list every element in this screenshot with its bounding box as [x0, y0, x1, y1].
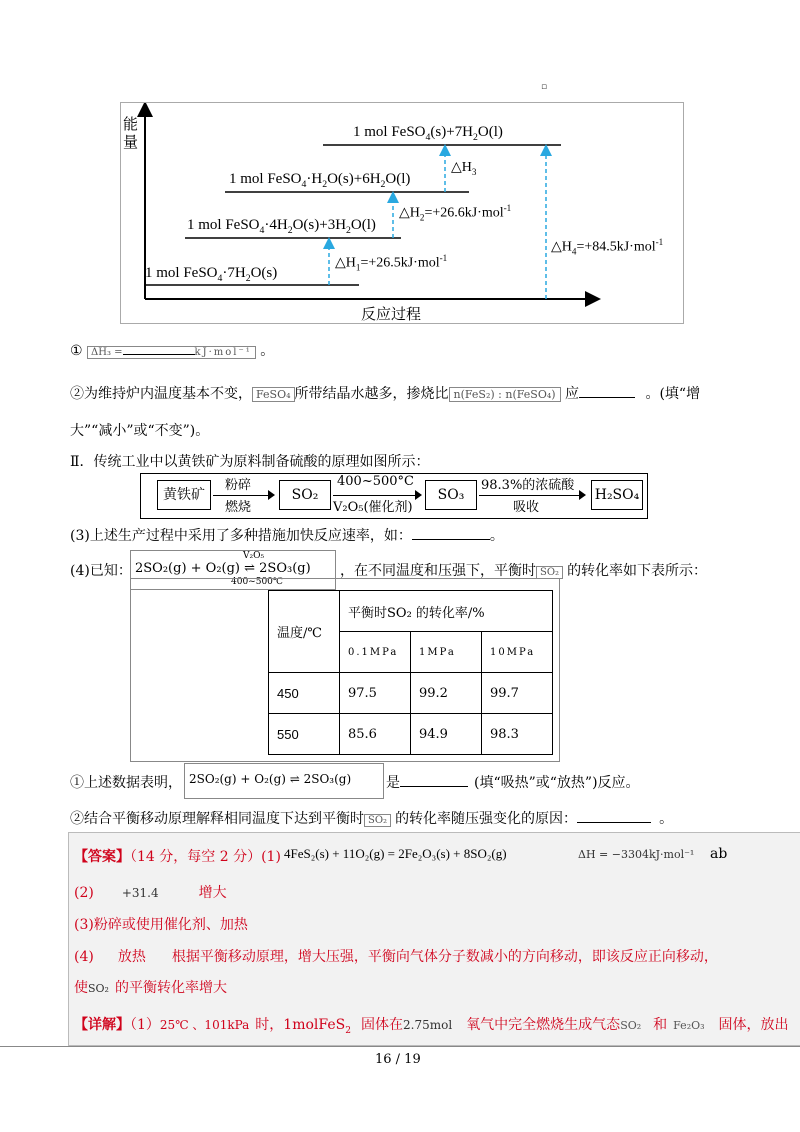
flow-a3-top: 98.3%的浓硫酸 — [481, 478, 575, 493]
flow-a1-bottom: 燃烧 — [225, 500, 252, 515]
header-temp: 温度/℃ — [269, 591, 340, 673]
header-conversion: 平衡时SO₂ 的转化率/% — [340, 591, 553, 632]
conversion-table — [268, 590, 553, 755]
level-2-label: 1 mol $FeSO_4\cdot 4H_2O(s)+3H_2O(l)$ — [187, 217, 376, 236]
answer-line-1: 【答案】（14 分，每空 2 分）(1) — [74, 849, 281, 865]
answer-blank[interactable] — [412, 539, 490, 540]
cell-temp: 550 — [269, 714, 340, 755]
cell-value: 85.6 — [340, 714, 411, 755]
header-pressure: 10MPa — [482, 632, 553, 673]
cell-value: 99.7 — [482, 673, 553, 714]
flow-box-h2so4: H₂SO₄ — [591, 480, 643, 510]
equation-box-2 — [184, 763, 384, 799]
question-1: ① ΔH₃ = kJ·mol⁻¹ 。 — [70, 343, 275, 359]
answer-blank[interactable] — [577, 822, 651, 823]
answer-blank[interactable] — [400, 786, 468, 787]
answer-dh: ΔH = −3304kJ·mol⁻¹ — [578, 848, 695, 861]
formula-box: ΔH₃ = kJ·mol⁻¹ — [87, 346, 256, 359]
question-4: (4)已知： — [70, 563, 132, 579]
header-pressure: 1MPa — [411, 632, 482, 673]
flow-box-pyrite: 黄铁矿 — [157, 480, 211, 510]
header-pressure: 0.1MPa — [340, 632, 411, 673]
question-4-1: ①上述数据表明， — [70, 775, 182, 791]
flow-a2-top: 400~500°C — [337, 474, 414, 489]
flow-a3-bottom: 吸收 — [513, 500, 540, 515]
flow-a1-top: 粉碎 — [225, 478, 252, 493]
answer-line-5: 使SO₂ 的平衡转化率增大 — [74, 980, 227, 996]
section-2-title: Ⅱ．传统工业中以黄铁矿为原料制备硫酸的原理如图所示： — [70, 454, 430, 470]
catalyst-label: V₂O₅ — [243, 551, 265, 561]
flow-box-so3: SO₃ — [425, 480, 477, 510]
level-4-label: 1 mol $FeSO_4(s)+7H_2O(l)$ — [353, 124, 503, 143]
dh4-label: $\triangle H_4=+84.5kJ\cdot mol^{-1}$ — [551, 237, 664, 257]
answer-blank[interactable] — [579, 397, 635, 398]
cell-value: 94.9 — [411, 714, 482, 755]
question-3: (3)上述生产过程中采用了多种措施加快反应速率，如： 。 — [70, 528, 504, 544]
level-3-label: 1 mol $FeSO_4\cdot H_2O(s)+6H_2O(l)$ — [229, 171, 411, 190]
detail-line-1: 【详解】（1）25℃ 、101kPa 时，1molFeS$_2$ 固体在2.75mol 氧气中完全燃烧生成气态SO₂ 和 Fe₂O₃ 固体，放出 — [74, 1017, 789, 1036]
answer-line-4: (4) 放热 根据平衡移动原理，增大压强，平衡向气体分子数减小的方向移动，即该反应正向移动， — [74, 949, 718, 965]
dh1-label: $\triangle H_1=+26.5kJ\cdot mol^{-1}$ — [335, 253, 448, 273]
question-2: ②为维持炉内温度基本不变， FeSO₄ 所带结晶水越多，掺烧比 n(FeS₂) : n(FeSO₄) 应 。(填“增 — [70, 386, 701, 402]
question-4-1-tail: 是 (填“吸热”或“放热”)反应。 — [386, 775, 640, 791]
answer-line-2: (2) +31.4 增大 — [74, 885, 227, 901]
page-number: 16 / 19 — [375, 1052, 421, 1067]
condition-label: 400~500℃ — [231, 577, 283, 587]
x-axis-label: 反应过程 — [361, 305, 422, 323]
corner-mark: ▫ — [541, 82, 548, 92]
process-flow — [140, 473, 648, 519]
cell-value: 98.3 — [482, 714, 553, 755]
level-1-label: 1 mol $FeSO_4\cdot 7H_2O(s)$ — [145, 265, 278, 284]
energy-diagram — [120, 102, 684, 324]
cell-value: 99.2 — [411, 673, 482, 714]
flow-a2-bottom: V₂O₅(催化剂) — [333, 500, 413, 515]
table-row — [269, 673, 553, 714]
cell-value: 97.5 — [340, 673, 411, 714]
y-axis-label: 能 量 — [123, 115, 139, 151]
answer-ab: ab — [710, 846, 728, 862]
question-4-2: ②结合平衡移动原理解释相同温度下达到平衡时 SO₂ 的转化率随压强变化的原因： 。 — [70, 811, 674, 827]
question-4-tail: ，在不同温度和压强下，平衡时 SO₂ 的转化率如下表所示： — [340, 563, 708, 579]
equation-text: 2SO₂(g) + O₂(g) ⇌ 2SO₃(g) — [135, 561, 311, 576]
dh3-label: $\triangle H_3$ — [451, 160, 477, 177]
table-row — [269, 714, 553, 755]
footer-rule — [0, 1046, 800, 1047]
flow-box-so2: SO₂ — [279, 480, 331, 510]
question-2-line2: 大”“减小”或“不变”)。 — [70, 423, 210, 439]
dh2-label: $\triangle H_2=+26.6kJ\cdot mol^{-1}$ — [399, 203, 512, 223]
equation-text: 2SO₂(g) + O₂(g) ⇌ 2SO₃(g) — [189, 772, 352, 786]
answer-equation: 4FeS₂(s) + 11O₂(g) = 2Fe₂O₃(s) + 8SO₂(g) — [284, 846, 507, 861]
answer-line-3: (3)粉碎或使用催化剂、加热 — [74, 917, 248, 933]
cell-temp: 450 — [269, 673, 340, 714]
